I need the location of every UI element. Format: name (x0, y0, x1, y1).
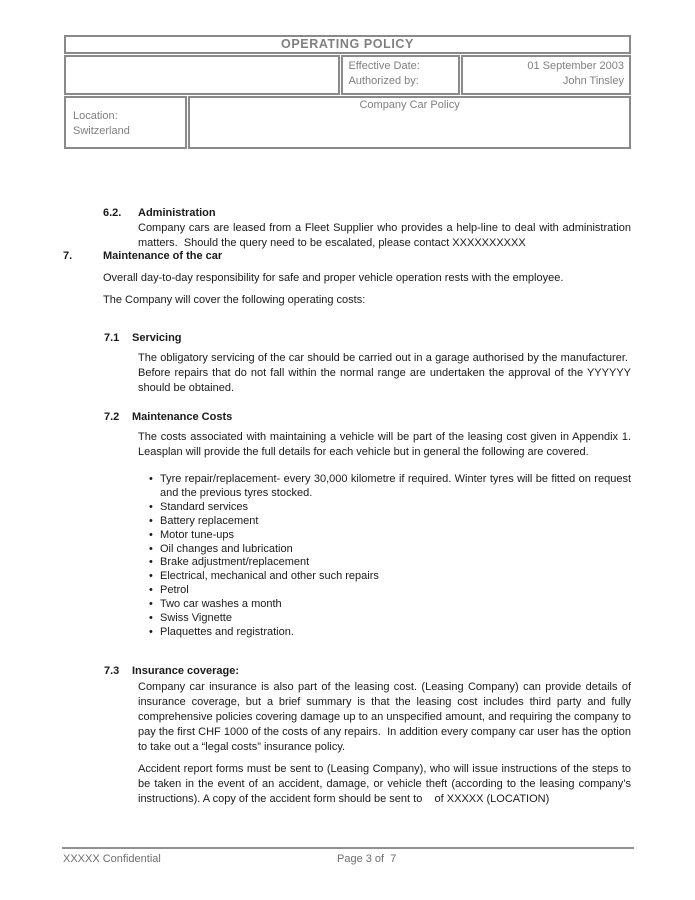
authorized-by-label: Authorized by: (348, 75, 419, 87)
section-7-2-number: 7.2 (104, 411, 120, 423)
list-item (138, 584, 631, 598)
section-7-3-number: 7.3 (104, 665, 120, 677)
policy-title: OPERATING POLICY (64, 35, 631, 54)
list-item-text: Petrol (160, 584, 189, 597)
footer-page-number: Page 3 of 7 (337, 853, 397, 865)
section-6-2-heading (103, 206, 631, 221)
list-item (138, 612, 631, 626)
bullet-icon: • (149, 598, 153, 611)
section-7-paragraph-2: The Company will cover the following operating costs: (103, 294, 366, 306)
section-7-3-paragraph-2: Accident report forms must be sent to (Leasing Company), who will issue instructions of the steps to be taken in the event of an accident, damage, or vehicle theft (according to the leasing company’s instructions). A copy of the accident form should be sent to of XXXXX (LOCATION) (138, 763, 631, 805)
bullet-icon: • (149, 584, 153, 597)
footer-divider (62, 847, 634, 849)
list-item-text: Two car washes a month (160, 598, 282, 611)
maintenance-costs-list (138, 473, 631, 640)
list-item-text: Brake adjustment/replacement (160, 556, 310, 569)
header-meta-values-cell (461, 55, 631, 95)
document-title: Company Car Policy (188, 96, 631, 149)
location-label: Location: (73, 110, 118, 122)
section-7-number: 7. (63, 250, 73, 262)
effective-date-value: 01 September 2003 (527, 60, 624, 72)
section-7-2-title: Maintenance Costs (132, 411, 233, 423)
section-6-2-paragraph: Company cars are leased from a Fleet Supplier who provides a help-line to deal with administration matters. Should the query need to be escalated, please contact XXXXXXXXXX (138, 222, 631, 249)
footer-confidential: XXXXX Confidential (63, 853, 161, 865)
section-7-heading (63, 249, 631, 264)
bullet-icon: • (149, 500, 153, 513)
list-item-text: Plaquettes and registration. (160, 625, 294, 638)
section-7-3-paragraph-1: Company car insurance is also part of the leasing cost. (Leasing Company) can provide details of insurance coverage, but a brief summary is that the leasing cost includes third party and fully comprehensive policies covering damage up to an unspecified amount, and requiring the company to pay the first CHF 1000 of the costs of any repairs. In addition every company car user has the option to take out a “legal costs” insurance policy. (138, 681, 631, 753)
section-7-title: Maintenance of the car (103, 250, 223, 262)
bullet-icon: • (149, 556, 153, 569)
list-item-text: Standard services (160, 500, 249, 513)
list-item (138, 473, 631, 501)
section-6-2-title: Administration (138, 207, 216, 219)
section-7-1-paragraph: The obligatory servicing of the car should be carried out in a garage authorised by the manufacturer. Before repairs that do not fall within the normal range are undertaken the approval of the YYYYYY should be obtained. (138, 352, 631, 394)
bullet-icon: • (149, 514, 153, 527)
effective-date-label: Effective Date: (348, 60, 420, 72)
section-7-paragraph-1: Overall day-to-day responsibility for safe and proper vehicle operation rests with the employee. (103, 272, 564, 284)
section-7-1-number: 7.1 (104, 332, 120, 344)
list-item (138, 501, 631, 515)
location-cell (64, 96, 187, 149)
list-item (138, 598, 631, 612)
authorized-by-value: John Tinsley (562, 75, 624, 87)
bullet-icon: • (149, 528, 153, 541)
list-item-text: Electrical, mechanical and other such repairs (160, 570, 379, 583)
header-empty-cell (64, 55, 340, 95)
list-item-text: Swiss Vignette (160, 612, 232, 625)
bullet-icon: • (149, 473, 153, 485)
list-item (138, 543, 631, 557)
location-value: Switzerland (73, 125, 130, 137)
section-7-1-heading (104, 331, 631, 346)
section-7-3-heading (104, 664, 631, 679)
section-7-3-title: Insurance coverage: (132, 665, 239, 677)
bullet-icon: • (149, 570, 153, 583)
header-table (63, 34, 632, 150)
bullet-icon: • (149, 542, 153, 555)
list-item-text: Motor tune-ups (160, 528, 234, 541)
section-7-2-heading (104, 410, 631, 425)
bullet-icon: • (149, 625, 153, 638)
section-6-2-number: 6.2. (103, 207, 122, 219)
list-item (138, 529, 631, 543)
list-item (138, 570, 631, 584)
list-item (138, 626, 631, 640)
list-item-text: Battery replacement (160, 514, 259, 527)
list-item-text: Tyre repair/replacement- every 30,000 kilometre if required. Winter tyres will be fitted on request and the previous tyres stocked. (160, 473, 631, 499)
header-meta-labels-cell (341, 55, 459, 95)
section-7-1-title: Servicing (132, 332, 182, 344)
bullet-icon: • (149, 612, 153, 625)
section-7-2-paragraph: The costs associated with maintaining a vehicle will be part of the leasing cost given in Appendix 1. Leasplan will provide the full details for each vehicle but in general the following are covered. (138, 431, 631, 458)
list-item (138, 515, 631, 529)
list-item (138, 556, 631, 570)
list-item-text: Oil changes and lubrication (160, 542, 293, 555)
